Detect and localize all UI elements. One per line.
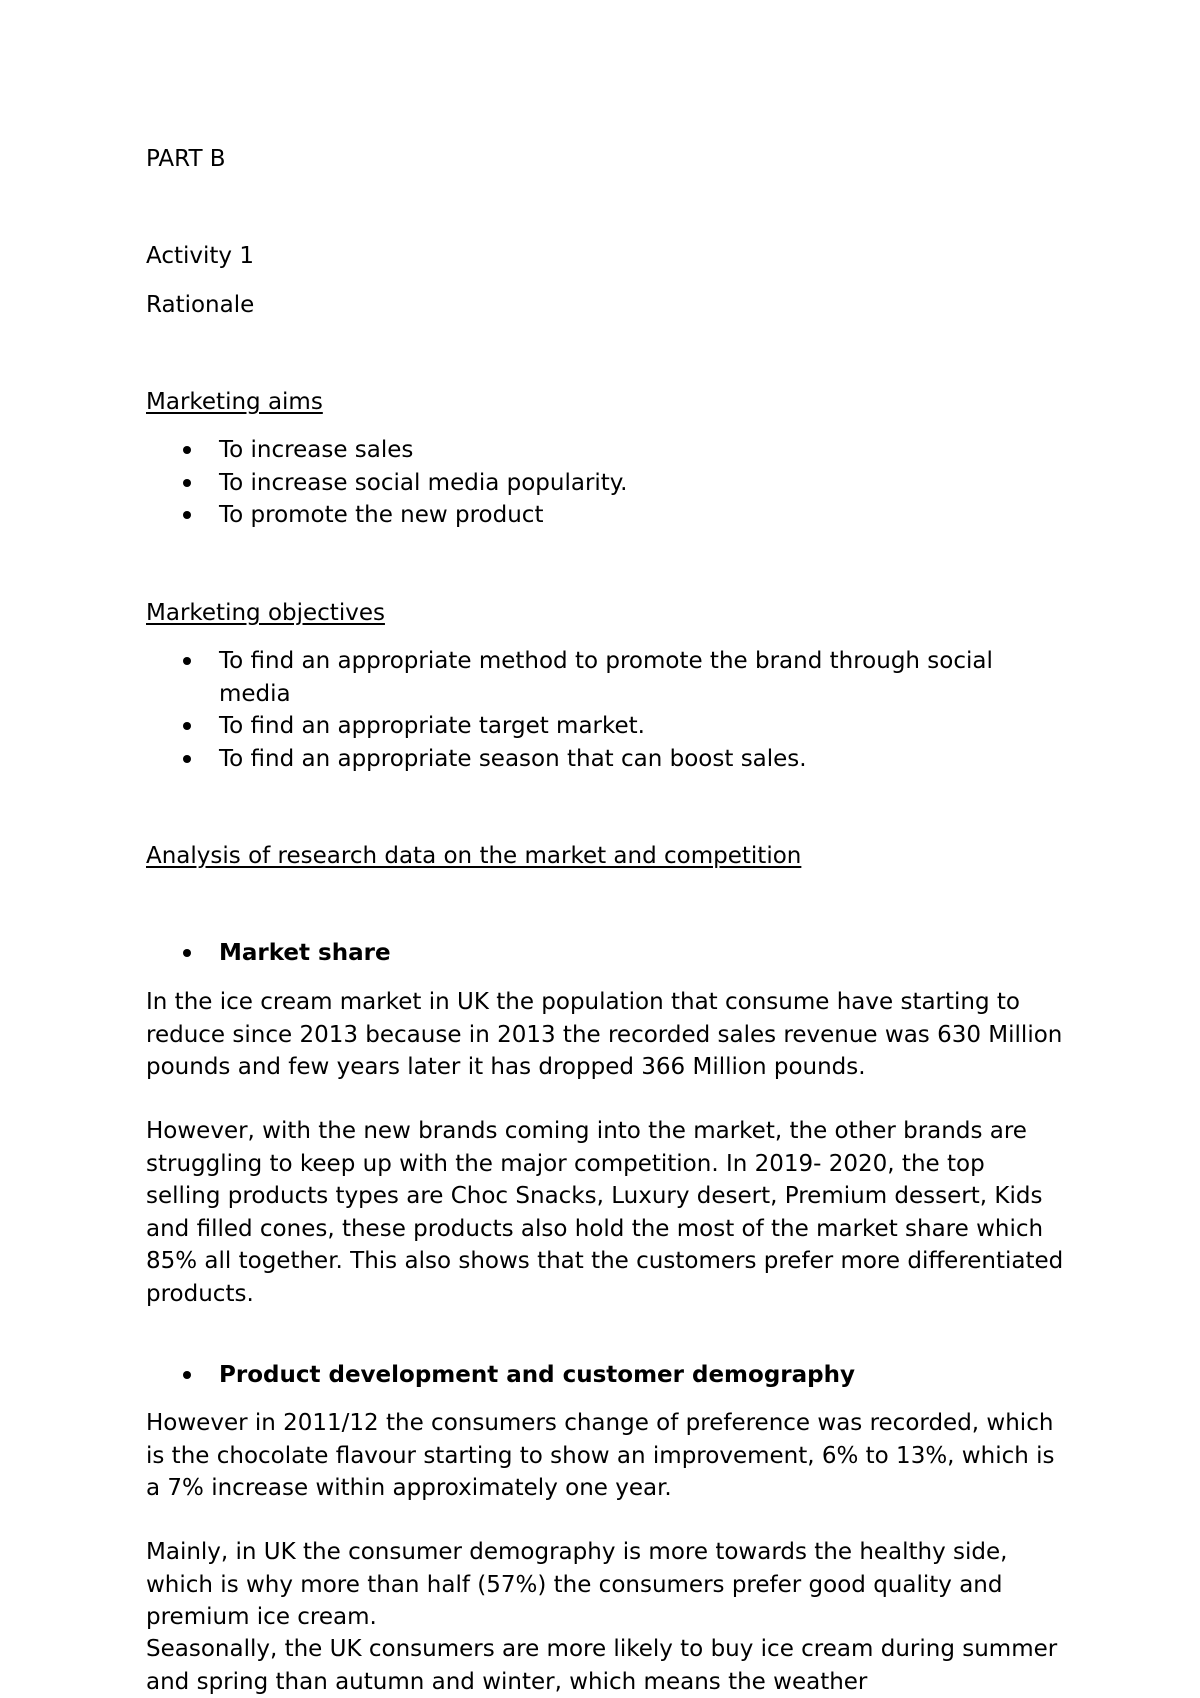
product-dev-paragraph-2: Mainly, in UK the consumer demography is more towards the healthy side, which is why more than half (57%) the consumers prefer good quality and premium ice cream. [146,1539,1008,1630]
market-share-paragraph-2: However, with the new brands coming into the market, the other brands are struggling to keep up with the major competition. In 2019- 2020, the top selling products types are Choc Snacks, Luxury desert, Premium dessert, Kids and filled cones, these products also hold the most of the market share which 85% all together. This also shows that the customers prefer more differentiated products. [146,1118,1064,1307]
rationale-heading: Rationale [146,292,255,318]
list-item: To find an appropriate target market. [0,710,1059,743]
list-item: To increase sales [0,434,1059,467]
product-dev-paragraph-3: Seasonally, the UK consumers are more likely to buy ice cream during summer and spring than autumn and winter, which means the weather [146,1636,1058,1695]
product-dev-paragraph-1: However in 2011/12 the consumers change of preference was recorded, which is the chocolate flavour starting to show an improvement, 6% to 13%, which is a 7% increase within approximately one year. [146,1410,1055,1501]
analysis-heading: Analysis of research data on the market and competition [146,843,802,869]
list-item: To promote the new product [0,499,1059,532]
market-share-heading: Market share [0,937,1059,970]
marketing-objectives-heading: Marketing objectives [146,600,385,626]
activity-heading: Activity 1 [146,243,254,269]
marketing-objectives-list [0,645,1059,775]
product-dev-heading-list [0,1359,1059,1392]
market-share-heading-list [0,937,1059,970]
market-share-paragraph-1: In the ice cream market in UK the population that consume have starting to reduce since 2013 because in 2013 the recorded sales revenue was 630 Million pounds and few years later it has dropped 366 Million pounds. [146,989,1063,1080]
part-heading: PART B [146,146,226,172]
list-item: To increase social media popularity. [0,467,1059,500]
marketing-aims-heading: Marketing aims [146,389,323,415]
list-item: To find an appropriate season that can boost sales. [0,743,1059,776]
marketing-aims-list [0,434,1059,532]
product-dev-heading: Product development and customer demography [0,1359,1059,1392]
list-item: To find an appropriate method to promote the brand through social media [0,645,1039,710]
